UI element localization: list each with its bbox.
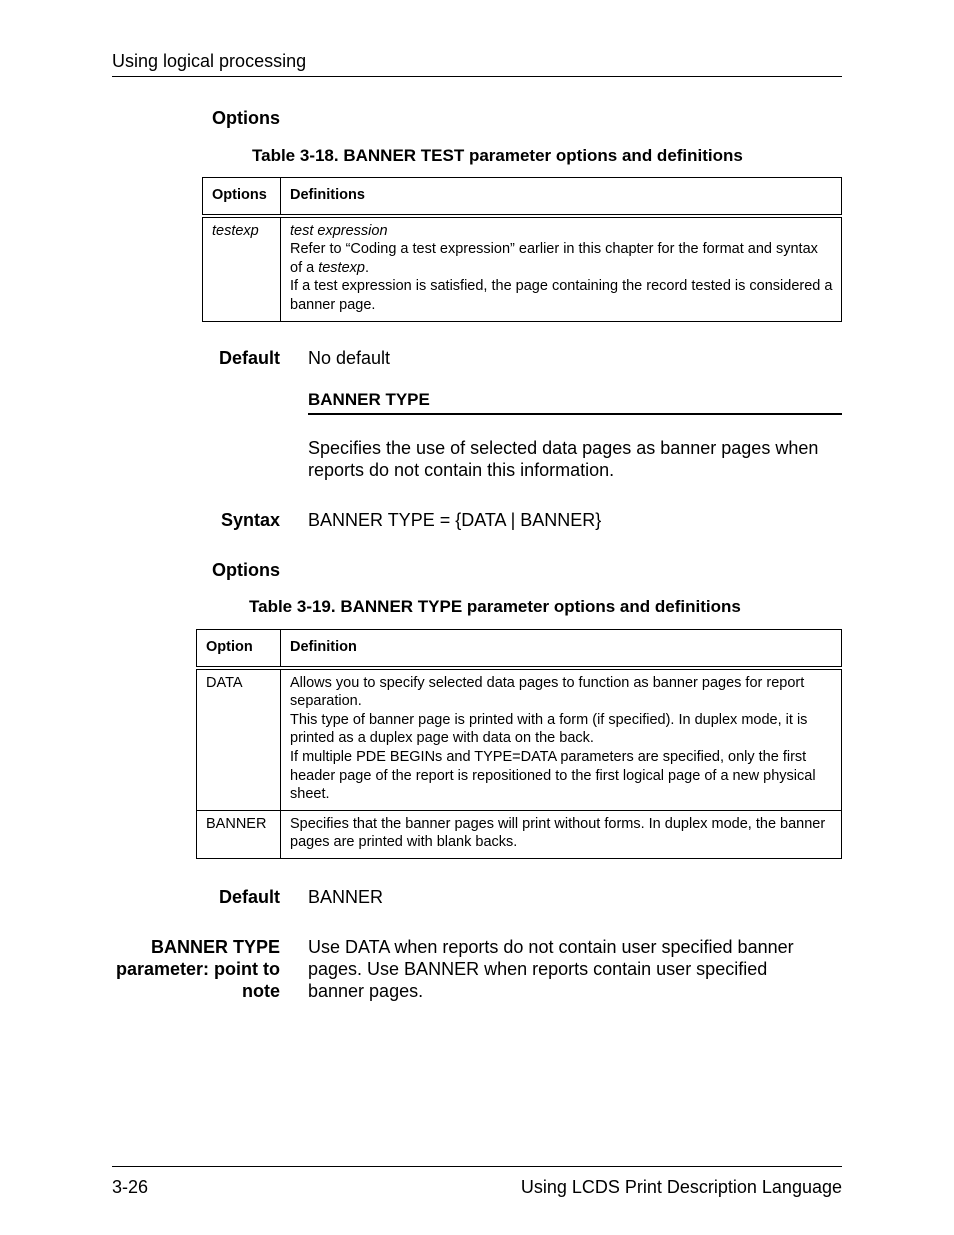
options-heading-2: Options [212, 560, 280, 580]
definition-text: If a test expression is satisfied, the page containing the record tested is considered a banner page. [290, 278, 833, 313]
running-header: Using logical processing [112, 51, 307, 71]
column-header-definitions: Definitions [281, 178, 842, 216]
point-to-note-text: Use DATA when reports do not contain user specified banner pages. Use BANNER when reports contain user specified banner pages. [308, 937, 794, 1001]
definition-text: This type of banner page is printed with a form (if specified). In duplex mode, it is printed as a duplex page with data on the back. [290, 711, 808, 747]
definition-title: test expression [290, 222, 388, 239]
header-rule [112, 76, 842, 77]
default-label: Default [218, 887, 280, 907]
column-header-definition: Definition [281, 630, 842, 668]
definition-text: If multiple PDE BEGINs and TYPE=DATA parameters are specified, only the first header page of the report is repositioned to the first logical page of a new physical sheet. [290, 748, 816, 803]
page-number: 3-26 [112, 1177, 149, 1197]
footer-rule [112, 1166, 842, 1167]
definition-text: Allows you to specify selected data pages to function as banner pages for report separation. [290, 674, 805, 710]
definition-text: Specifies that the banner pages will print without forms. In duplex mode, the banner pages are printed with blank backs. [290, 815, 826, 851]
option-banner: BANNER [197, 810, 281, 858]
running-footer: Using LCDS Print Description Language [520, 1177, 842, 1197]
default-value: No default [308, 348, 391, 368]
default-label: Default [218, 348, 280, 368]
table-header-row [203, 178, 842, 216]
column-header-option: Option [197, 630, 281, 668]
definition-cell [281, 216, 842, 321]
banner-type-description: Specifies the use of selected data pages as banner pages when reports do not contain this information. [308, 438, 819, 480]
definition-cell [281, 810, 842, 858]
banner-type-options-table [196, 629, 842, 859]
option-testexp: testexp [203, 216, 281, 321]
definition-text: Refer to “Coding a test expression” earlier in this chapter for the format and syntax of a testexp. [290, 241, 818, 276]
point-to-note-label: BANNER TYPE parameter: point to note [115, 937, 280, 1001]
option-data: DATA [197, 668, 281, 811]
banner-test-options-table [202, 177, 842, 322]
syntax-label: Syntax [220, 510, 280, 530]
definition-cell [281, 668, 842, 811]
table-row [197, 668, 842, 811]
table-3-19-caption: Table 3-19. BANNER TYPE parameter options and definitions [249, 597, 741, 616]
table-row [203, 216, 842, 321]
options-heading-1: Options [212, 108, 280, 128]
table-3-18-caption: Table 3-18. BANNER TEST parameter options and definitions [252, 146, 743, 165]
column-header-options: Options [203, 178, 281, 216]
default-value: BANNER [308, 887, 384, 907]
banner-type-heading: BANNER TYPE [308, 390, 842, 415]
table-header-row [197, 630, 842, 668]
syntax-value: BANNER TYPE = {DATA | BANNER} [308, 510, 602, 530]
table-row [197, 810, 842, 858]
